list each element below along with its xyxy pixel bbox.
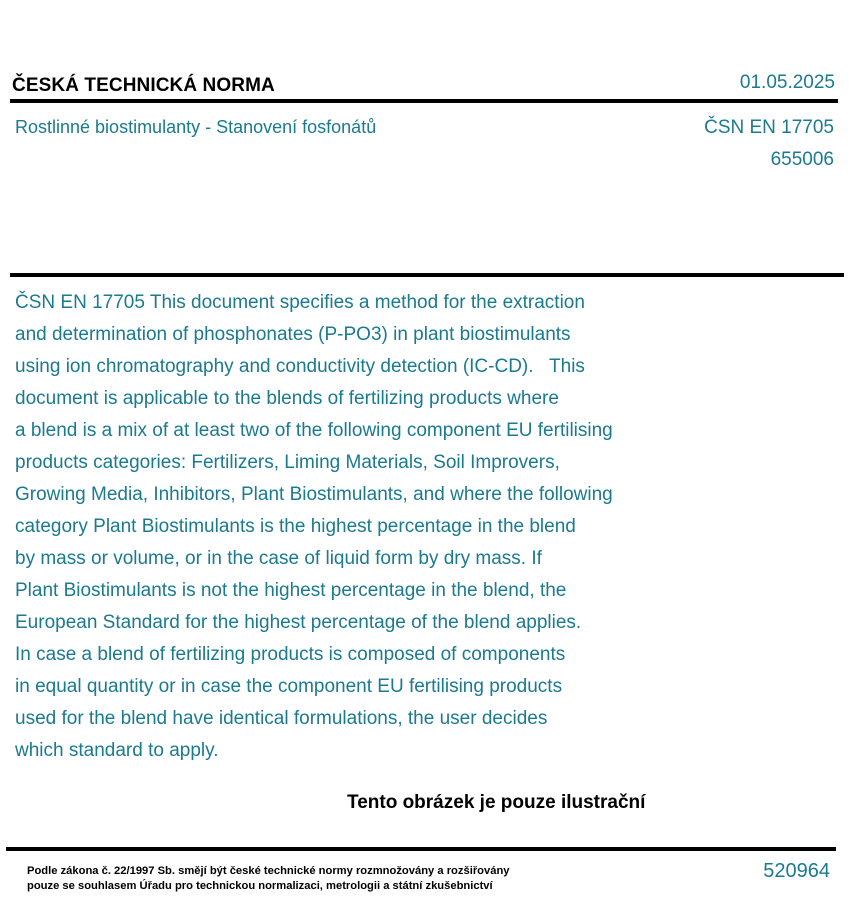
abstract-line: Plant Biostimulants is not the highest percentage in the blend, the: [15, 580, 567, 601]
illustration-note-text: Tento obrázek je pouze ilustrační: [347, 792, 646, 813]
abstract-line: ČSN EN 17705 This document specifies a method for the extraction: [15, 292, 585, 313]
abstract-line: by mass or volume, or in the case of liquid form by dry mass. If: [15, 548, 542, 569]
abstract-line: a blend is a mix of at least two of the following component EU fertilising: [15, 420, 613, 441]
document-number: 520964: [763, 860, 830, 882]
legal-notice: [27, 864, 510, 894]
abstract-text: [15, 287, 715, 767]
standard-code: ČSN EN 17705: [704, 117, 834, 138]
abstract-line: products categories: Fertilizers, Liming Materials, Soil Improvers,: [15, 452, 560, 473]
header-rule: [10, 99, 838, 103]
classification-number: 655006: [770, 149, 834, 170]
footer-rule: [6, 847, 836, 851]
document-type-title: ČESKÁ TECHNICKÁ NORMA: [12, 75, 275, 96]
abstract-line: Growing Media, Inhibitors, Plant Biostimulants, and where the following: [15, 484, 613, 505]
standard-subtitle: Rostlinné biostimulanty - Stanovení fosfonátů: [15, 117, 377, 137]
abstract-line: and determination of phosphonates (P-PO3) in plant biostimulants: [15, 324, 571, 345]
abstract-line: using ion chromatography and conductivity detection (IC-CD). This: [15, 356, 585, 377]
abstract-line: In case a blend of fertilizing products is composed of components: [15, 644, 566, 665]
abstract-line: European Standard for the highest percentage of the blend applies.: [15, 612, 582, 633]
abstract-line: used for the blend have identical formulations, the user decides: [15, 708, 548, 729]
abstract-line: category Plant Biostimulants is the highest percentage in the blend: [15, 516, 576, 537]
legal-notice-line: pouze se souhlasem Úřadu pro technickou normalizaci, metrologii a státní zkušebnictví: [27, 880, 493, 892]
abstract-line: document is applicable to the blends of fertilizing products where: [15, 388, 559, 409]
abstract-line: which standard to apply.: [15, 740, 219, 761]
publication-date: 01.05.2025: [739, 72, 835, 93]
legal-notice-line: Podle zákona č. 22/1997 Sb. smějí být české technické normy rozmnožovány a rozšiřovány: [27, 865, 510, 877]
abstract-line: in equal quantity or in case the component EU fertilising products: [15, 676, 563, 697]
section-rule: [10, 273, 844, 277]
